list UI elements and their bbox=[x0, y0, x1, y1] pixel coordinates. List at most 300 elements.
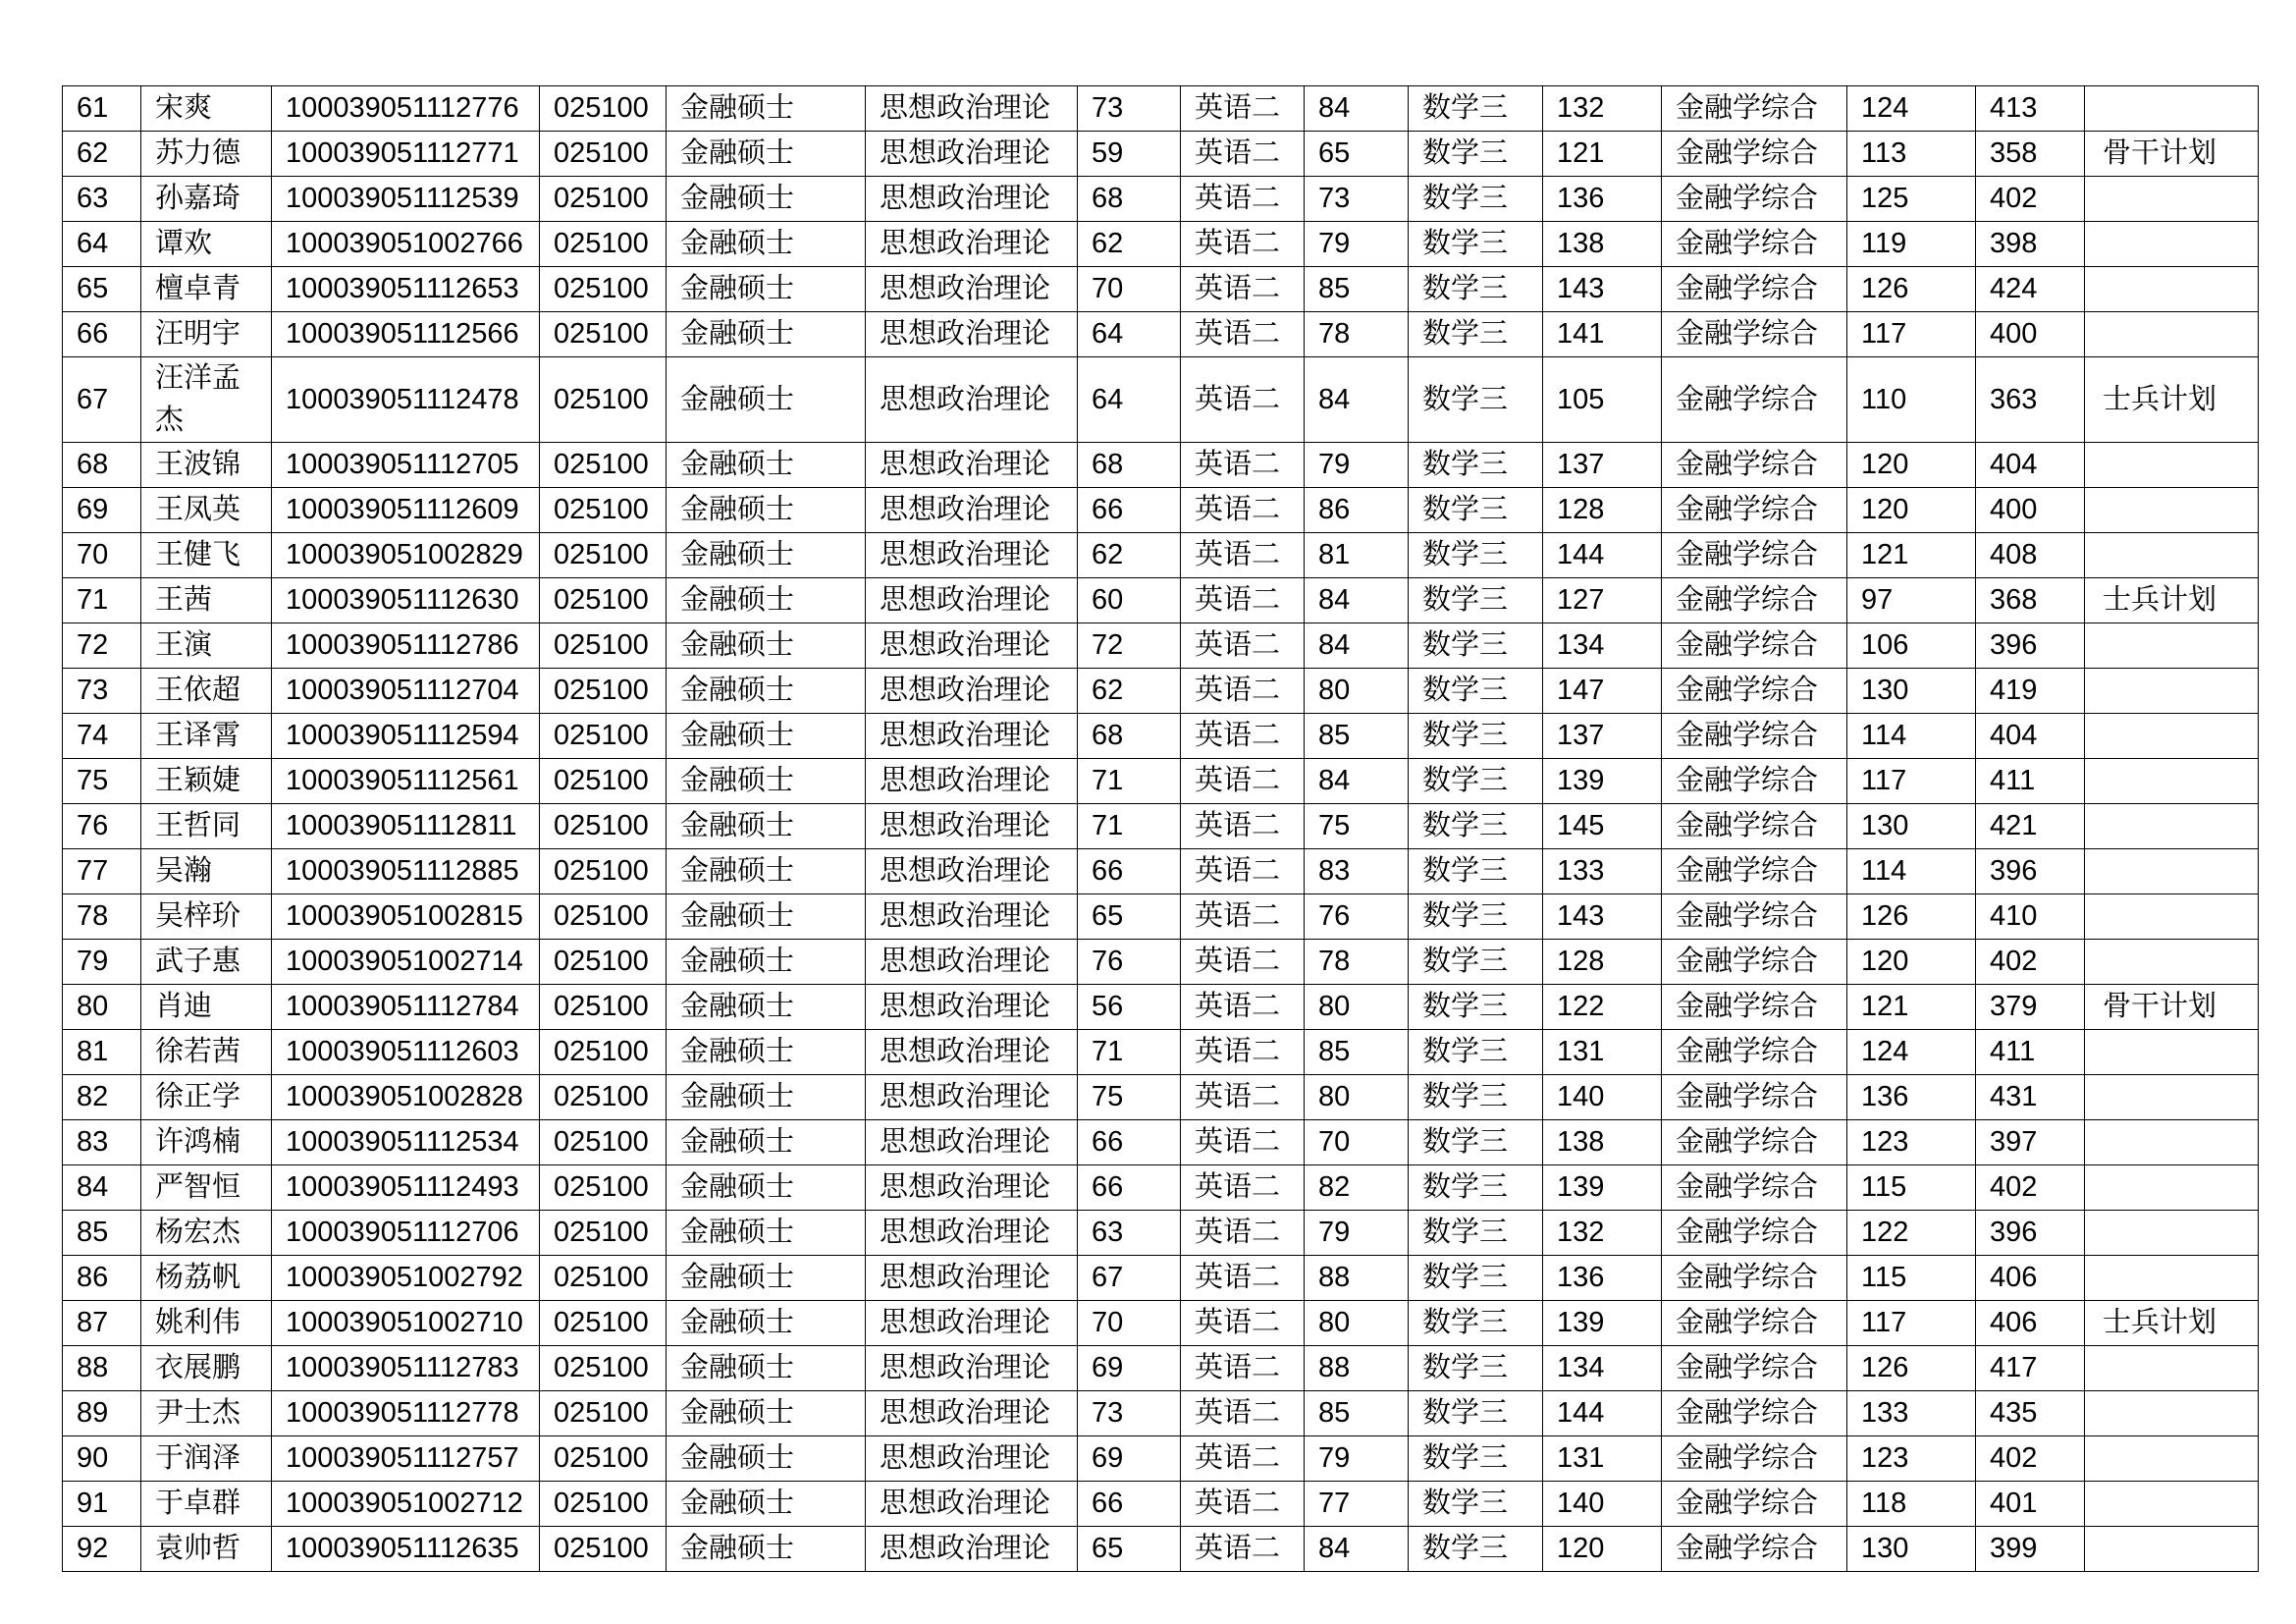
business-course-2-subject-cell: 金融学综合 bbox=[1662, 1211, 1847, 1256]
major-code-cell: 025100 bbox=[540, 357, 667, 443]
business-course-2-score-cell: 97 bbox=[1847, 578, 1976, 623]
politics-score-cell: 65 bbox=[1078, 894, 1181, 940]
politics-subject-cell: 思想政治理论 bbox=[866, 894, 1078, 940]
politics-score-cell: 68 bbox=[1078, 443, 1181, 488]
total-score-cell: 399 bbox=[1976, 1527, 2085, 1572]
exam-id-cell: 100039051112786 bbox=[272, 623, 540, 669]
business-course-2-subject-cell: 金融学综合 bbox=[1662, 985, 1847, 1030]
politics-score-cell: 62 bbox=[1078, 222, 1181, 267]
total-score-cell: 402 bbox=[1976, 177, 2085, 222]
index-cell: 75 bbox=[63, 759, 141, 804]
table-row bbox=[63, 132, 2259, 177]
total-score-cell: 404 bbox=[1976, 714, 2085, 759]
major-name-cell: 金融硕士 bbox=[667, 578, 866, 623]
major-code-cell: 025100 bbox=[540, 1165, 667, 1211]
politics-subject-cell: 思想政治理论 bbox=[866, 1030, 1078, 1075]
foreign-language-score-cell: 70 bbox=[1305, 1120, 1409, 1165]
name-cell: 苏力德 bbox=[141, 132, 272, 177]
major-code-cell: 025100 bbox=[540, 132, 667, 177]
foreign-language-score-cell: 75 bbox=[1305, 804, 1409, 849]
major-name-cell: 金融硕士 bbox=[667, 1256, 866, 1301]
politics-subject-cell: 思想政治理论 bbox=[866, 1211, 1078, 1256]
major-code-cell: 025100 bbox=[540, 804, 667, 849]
business-course-1-subject-cell: 数学三 bbox=[1409, 533, 1543, 578]
business-course-2-score-cell: 123 bbox=[1847, 1120, 1976, 1165]
foreign-language-score-cell: 83 bbox=[1305, 849, 1409, 894]
major-code-cell: 025100 bbox=[540, 1256, 667, 1301]
politics-subject-cell: 思想政治理论 bbox=[866, 177, 1078, 222]
index-cell: 69 bbox=[63, 488, 141, 533]
business-course-2-subject-cell: 金融学综合 bbox=[1662, 1482, 1847, 1527]
business-course-1-score-cell: 136 bbox=[1543, 177, 1662, 222]
politics-score-cell: 64 bbox=[1078, 357, 1181, 443]
major-code-cell: 025100 bbox=[540, 86, 667, 132]
exam-id-cell: 100039051112609 bbox=[272, 488, 540, 533]
politics-subject-cell: 思想政治理论 bbox=[866, 1346, 1078, 1391]
total-score-cell: 358 bbox=[1976, 132, 2085, 177]
note-cell bbox=[2085, 533, 2259, 578]
business-course-1-score-cell: 127 bbox=[1543, 578, 1662, 623]
note-cell bbox=[2085, 804, 2259, 849]
business-course-1-subject-cell: 数学三 bbox=[1409, 357, 1543, 443]
business-course-2-score-cell: 117 bbox=[1847, 1301, 1976, 1346]
note-cell: 骨干计划 bbox=[2085, 985, 2259, 1030]
foreign-language-score-cell: 65 bbox=[1305, 132, 1409, 177]
business-course-2-subject-cell: 金融学综合 bbox=[1662, 1120, 1847, 1165]
business-course-2-score-cell: 114 bbox=[1847, 849, 1976, 894]
table-row bbox=[63, 1256, 2259, 1301]
foreign-language-score-cell: 84 bbox=[1305, 578, 1409, 623]
major-name-cell: 金融硕士 bbox=[667, 804, 866, 849]
exam-id-cell: 100039051002714 bbox=[272, 940, 540, 985]
table-row bbox=[63, 623, 2259, 669]
business-course-1-score-cell: 138 bbox=[1543, 1120, 1662, 1165]
politics-subject-cell: 思想政治理论 bbox=[866, 849, 1078, 894]
name-cell: 尹士杰 bbox=[141, 1391, 272, 1436]
name-cell: 王哲同 bbox=[141, 804, 272, 849]
foreign-language-subject-cell: 英语二 bbox=[1181, 940, 1305, 985]
total-score-cell: 400 bbox=[1976, 312, 2085, 357]
note-cell bbox=[2085, 267, 2259, 312]
major-name-cell: 金融硕士 bbox=[667, 940, 866, 985]
total-score-cell: 406 bbox=[1976, 1301, 2085, 1346]
business-course-2-score-cell: 117 bbox=[1847, 759, 1976, 804]
politics-subject-cell: 思想政治理论 bbox=[866, 804, 1078, 849]
business-course-1-score-cell: 139 bbox=[1543, 1301, 1662, 1346]
foreign-language-subject-cell: 英语二 bbox=[1181, 267, 1305, 312]
exam-id-cell: 100039051112653 bbox=[272, 267, 540, 312]
name-cell: 王颖婕 bbox=[141, 759, 272, 804]
table-row bbox=[63, 267, 2259, 312]
total-score-cell: 397 bbox=[1976, 1120, 2085, 1165]
total-score-cell: 411 bbox=[1976, 1030, 2085, 1075]
politics-subject-cell: 思想政治理论 bbox=[866, 312, 1078, 357]
foreign-language-subject-cell: 英语二 bbox=[1181, 714, 1305, 759]
politics-score-cell: 62 bbox=[1078, 669, 1181, 714]
major-name-cell: 金融硕士 bbox=[667, 1346, 866, 1391]
business-course-1-subject-cell: 数学三 bbox=[1409, 1391, 1543, 1436]
business-course-2-score-cell: 120 bbox=[1847, 488, 1976, 533]
total-score-cell: 396 bbox=[1976, 849, 2085, 894]
index-cell: 82 bbox=[63, 1075, 141, 1120]
foreign-language-subject-cell: 英语二 bbox=[1181, 443, 1305, 488]
foreign-language-score-cell: 79 bbox=[1305, 1211, 1409, 1256]
name-cell: 王波锦 bbox=[141, 443, 272, 488]
business-course-2-subject-cell: 金融学综合 bbox=[1662, 357, 1847, 443]
business-course-2-score-cell: 124 bbox=[1847, 1030, 1976, 1075]
note-cell bbox=[2085, 1211, 2259, 1256]
foreign-language-subject-cell: 英语二 bbox=[1181, 1482, 1305, 1527]
foreign-language-subject-cell: 英语二 bbox=[1181, 759, 1305, 804]
politics-score-cell: 72 bbox=[1078, 623, 1181, 669]
score-table bbox=[62, 85, 2259, 1572]
index-cell: 79 bbox=[63, 940, 141, 985]
foreign-language-subject-cell: 英语二 bbox=[1181, 1165, 1305, 1211]
note-cell bbox=[2085, 940, 2259, 985]
business-course-2-score-cell: 136 bbox=[1847, 1075, 1976, 1120]
business-course-1-subject-cell: 数学三 bbox=[1409, 669, 1543, 714]
politics-score-cell: 64 bbox=[1078, 312, 1181, 357]
major-name-cell: 金融硕士 bbox=[667, 1120, 866, 1165]
politics-score-cell: 66 bbox=[1078, 1120, 1181, 1165]
index-cell: 71 bbox=[63, 578, 141, 623]
business-course-2-subject-cell: 金融学综合 bbox=[1662, 267, 1847, 312]
business-course-1-score-cell: 144 bbox=[1543, 533, 1662, 578]
exam-id-cell: 100039051002710 bbox=[272, 1301, 540, 1346]
politics-score-cell: 71 bbox=[1078, 804, 1181, 849]
table-row bbox=[63, 940, 2259, 985]
table-row bbox=[63, 804, 2259, 849]
politics-subject-cell: 思想政治理论 bbox=[866, 578, 1078, 623]
politics-subject-cell: 思想政治理论 bbox=[866, 1256, 1078, 1301]
business-course-1-score-cell: 134 bbox=[1543, 1346, 1662, 1391]
business-course-1-subject-cell: 数学三 bbox=[1409, 443, 1543, 488]
business-course-1-subject-cell: 数学三 bbox=[1409, 488, 1543, 533]
politics-score-cell: 56 bbox=[1078, 985, 1181, 1030]
total-score-cell: 363 bbox=[1976, 357, 2085, 443]
name-cell: 严智恒 bbox=[141, 1165, 272, 1211]
politics-score-cell: 70 bbox=[1078, 267, 1181, 312]
name-cell: 衣展鹏 bbox=[141, 1346, 272, 1391]
politics-subject-cell: 思想政治理论 bbox=[866, 488, 1078, 533]
foreign-language-subject-cell: 英语二 bbox=[1181, 177, 1305, 222]
table-row bbox=[63, 312, 2259, 357]
business-course-1-score-cell: 132 bbox=[1543, 86, 1662, 132]
foreign-language-subject-cell: 英语二 bbox=[1181, 578, 1305, 623]
major-code-cell: 025100 bbox=[540, 533, 667, 578]
business-course-1-subject-cell: 数学三 bbox=[1409, 1075, 1543, 1120]
business-course-1-subject-cell: 数学三 bbox=[1409, 1346, 1543, 1391]
business-course-2-score-cell: 120 bbox=[1847, 940, 1976, 985]
total-score-cell: 419 bbox=[1976, 669, 2085, 714]
note-cell bbox=[2085, 1482, 2259, 1527]
note-cell: 骨干计划 bbox=[2085, 132, 2259, 177]
business-course-1-score-cell: 137 bbox=[1543, 714, 1662, 759]
major-code-cell: 025100 bbox=[540, 1211, 667, 1256]
table-row bbox=[63, 714, 2259, 759]
business-course-1-subject-cell: 数学三 bbox=[1409, 714, 1543, 759]
major-name-cell: 金融硕士 bbox=[667, 1482, 866, 1527]
business-course-1-score-cell: 133 bbox=[1543, 849, 1662, 894]
index-cell: 81 bbox=[63, 1030, 141, 1075]
exam-id-cell: 100039051112778 bbox=[272, 1391, 540, 1436]
foreign-language-subject-cell: 英语二 bbox=[1181, 623, 1305, 669]
major-name-cell: 金融硕士 bbox=[667, 132, 866, 177]
major-code-cell: 025100 bbox=[540, 578, 667, 623]
major-name-cell: 金融硕士 bbox=[667, 849, 866, 894]
foreign-language-score-cell: 85 bbox=[1305, 1030, 1409, 1075]
index-cell: 88 bbox=[63, 1346, 141, 1391]
major-code-cell: 025100 bbox=[540, 222, 667, 267]
business-course-2-score-cell: 115 bbox=[1847, 1256, 1976, 1301]
note-cell bbox=[2085, 312, 2259, 357]
business-course-2-subject-cell: 金融学综合 bbox=[1662, 488, 1847, 533]
business-course-1-score-cell: 140 bbox=[1543, 1075, 1662, 1120]
politics-subject-cell: 思想政治理论 bbox=[866, 759, 1078, 804]
politics-score-cell: 69 bbox=[1078, 1436, 1181, 1482]
politics-score-cell: 60 bbox=[1078, 578, 1181, 623]
major-code-cell: 025100 bbox=[540, 1391, 667, 1436]
name-cell: 孙嘉琦 bbox=[141, 177, 272, 222]
foreign-language-subject-cell: 英语二 bbox=[1181, 1391, 1305, 1436]
business-course-2-subject-cell: 金融学综合 bbox=[1662, 1346, 1847, 1391]
politics-subject-cell: 思想政治理论 bbox=[866, 623, 1078, 669]
total-score-cell: 406 bbox=[1976, 1256, 2085, 1301]
business-course-1-score-cell: 143 bbox=[1543, 267, 1662, 312]
business-course-1-subject-cell: 数学三 bbox=[1409, 804, 1543, 849]
exam-id-cell: 100039051112776 bbox=[272, 86, 540, 132]
name-cell: 王凤英 bbox=[141, 488, 272, 533]
major-code-cell: 025100 bbox=[540, 267, 667, 312]
index-cell: 64 bbox=[63, 222, 141, 267]
table-row bbox=[63, 1030, 2259, 1075]
foreign-language-subject-cell: 英语二 bbox=[1181, 533, 1305, 578]
business-course-2-subject-cell: 金融学综合 bbox=[1662, 1165, 1847, 1211]
foreign-language-subject-cell: 英语二 bbox=[1181, 1120, 1305, 1165]
business-course-2-score-cell: 121 bbox=[1847, 985, 1976, 1030]
table-row bbox=[63, 1075, 2259, 1120]
note-cell bbox=[2085, 669, 2259, 714]
index-cell: 61 bbox=[63, 86, 141, 132]
foreign-language-subject-cell: 英语二 bbox=[1181, 1211, 1305, 1256]
major-name-cell: 金融硕士 bbox=[667, 1030, 866, 1075]
major-code-cell: 025100 bbox=[540, 849, 667, 894]
note-cell: 士兵计划 bbox=[2085, 1301, 2259, 1346]
politics-score-cell: 63 bbox=[1078, 1211, 1181, 1256]
foreign-language-subject-cell: 英语二 bbox=[1181, 357, 1305, 443]
foreign-language-subject-cell: 英语二 bbox=[1181, 849, 1305, 894]
politics-subject-cell: 思想政治理论 bbox=[866, 669, 1078, 714]
foreign-language-score-cell: 84 bbox=[1305, 1527, 1409, 1572]
note-cell: 士兵计划 bbox=[2085, 578, 2259, 623]
politics-subject-cell: 思想政治理论 bbox=[866, 222, 1078, 267]
politics-score-cell: 66 bbox=[1078, 1482, 1181, 1527]
exam-id-cell: 100039051002829 bbox=[272, 533, 540, 578]
politics-subject-cell: 思想政治理论 bbox=[866, 1527, 1078, 1572]
foreign-language-score-cell: 84 bbox=[1305, 759, 1409, 804]
name-cell: 王依超 bbox=[141, 669, 272, 714]
note-cell bbox=[2085, 443, 2259, 488]
name-cell: 杨荔帆 bbox=[141, 1256, 272, 1301]
table-row bbox=[63, 488, 2259, 533]
business-course-1-score-cell: 144 bbox=[1543, 1391, 1662, 1436]
business-course-1-score-cell: 128 bbox=[1543, 940, 1662, 985]
major-code-cell: 025100 bbox=[540, 1527, 667, 1572]
business-course-1-score-cell: 139 bbox=[1543, 759, 1662, 804]
exam-id-cell: 100039051112771 bbox=[272, 132, 540, 177]
business-course-2-score-cell: 106 bbox=[1847, 623, 1976, 669]
politics-subject-cell: 思想政治理论 bbox=[866, 357, 1078, 443]
business-course-2-subject-cell: 金融学综合 bbox=[1662, 1527, 1847, 1572]
business-course-2-score-cell: 126 bbox=[1847, 1346, 1976, 1391]
total-score-cell: 435 bbox=[1976, 1391, 2085, 1436]
foreign-language-subject-cell: 英语二 bbox=[1181, 669, 1305, 714]
business-course-1-score-cell: 134 bbox=[1543, 623, 1662, 669]
business-course-1-subject-cell: 数学三 bbox=[1409, 894, 1543, 940]
politics-subject-cell: 思想政治理论 bbox=[866, 1075, 1078, 1120]
table-row bbox=[63, 86, 2259, 132]
exam-id-cell: 100039051112635 bbox=[272, 1527, 540, 1572]
index-cell: 85 bbox=[63, 1211, 141, 1256]
business-course-2-subject-cell: 金融学综合 bbox=[1662, 759, 1847, 804]
table-row bbox=[63, 985, 2259, 1030]
politics-subject-cell: 思想政治理论 bbox=[866, 940, 1078, 985]
note-cell bbox=[2085, 1391, 2259, 1436]
exam-id-cell: 100039051002792 bbox=[272, 1256, 540, 1301]
index-cell: 68 bbox=[63, 443, 141, 488]
foreign-language-subject-cell: 英语二 bbox=[1181, 1527, 1305, 1572]
note-cell bbox=[2085, 222, 2259, 267]
note-cell bbox=[2085, 1030, 2259, 1075]
exam-id-cell: 100039051112704 bbox=[272, 669, 540, 714]
business-course-1-score-cell: 120 bbox=[1543, 1527, 1662, 1572]
major-code-cell: 025100 bbox=[540, 714, 667, 759]
foreign-language-score-cell: 80 bbox=[1305, 1075, 1409, 1120]
name-cell: 武子惠 bbox=[141, 940, 272, 985]
business-course-1-score-cell: 145 bbox=[1543, 804, 1662, 849]
name-cell: 吴梓玠 bbox=[141, 894, 272, 940]
note-cell bbox=[2085, 1346, 2259, 1391]
foreign-language-subject-cell: 英语二 bbox=[1181, 312, 1305, 357]
total-score-cell: 396 bbox=[1976, 1211, 2085, 1256]
business-course-1-subject-cell: 数学三 bbox=[1409, 623, 1543, 669]
business-course-1-subject-cell: 数学三 bbox=[1409, 267, 1543, 312]
total-score-cell: 417 bbox=[1976, 1346, 2085, 1391]
index-cell: 73 bbox=[63, 669, 141, 714]
business-course-2-subject-cell: 金融学综合 bbox=[1662, 312, 1847, 357]
total-score-cell: 398 bbox=[1976, 222, 2085, 267]
politics-score-cell: 65 bbox=[1078, 1527, 1181, 1572]
business-course-2-score-cell: 115 bbox=[1847, 1165, 1976, 1211]
business-course-2-subject-cell: 金融学综合 bbox=[1662, 443, 1847, 488]
politics-subject-cell: 思想政治理论 bbox=[866, 533, 1078, 578]
politics-subject-cell: 思想政治理论 bbox=[866, 714, 1078, 759]
major-name-cell: 金融硕士 bbox=[667, 1391, 866, 1436]
politics-score-cell: 69 bbox=[1078, 1346, 1181, 1391]
note-cell bbox=[2085, 1075, 2259, 1120]
note-cell bbox=[2085, 177, 2259, 222]
total-score-cell: 400 bbox=[1976, 488, 2085, 533]
politics-score-cell: 66 bbox=[1078, 488, 1181, 533]
index-cell: 89 bbox=[63, 1391, 141, 1436]
business-course-1-score-cell: 128 bbox=[1543, 488, 1662, 533]
name-cell: 王译霄 bbox=[141, 714, 272, 759]
politics-score-cell: 66 bbox=[1078, 849, 1181, 894]
foreign-language-score-cell: 76 bbox=[1305, 894, 1409, 940]
index-cell: 76 bbox=[63, 804, 141, 849]
major-name-cell: 金融硕士 bbox=[667, 714, 866, 759]
business-course-1-subject-cell: 数学三 bbox=[1409, 1436, 1543, 1482]
table-row bbox=[63, 533, 2259, 578]
business-course-1-score-cell: 137 bbox=[1543, 443, 1662, 488]
name-cell: 王演 bbox=[141, 623, 272, 669]
business-course-1-subject-cell: 数学三 bbox=[1409, 1030, 1543, 1075]
major-code-cell: 025100 bbox=[540, 443, 667, 488]
index-cell: 65 bbox=[63, 267, 141, 312]
exam-id-cell: 100039051112603 bbox=[272, 1030, 540, 1075]
major-name-cell: 金融硕士 bbox=[667, 1211, 866, 1256]
table-row bbox=[63, 443, 2259, 488]
business-course-1-score-cell: 138 bbox=[1543, 222, 1662, 267]
major-name-cell: 金融硕士 bbox=[667, 894, 866, 940]
major-name-cell: 金融硕士 bbox=[667, 669, 866, 714]
politics-subject-cell: 思想政治理论 bbox=[866, 443, 1078, 488]
business-course-1-subject-cell: 数学三 bbox=[1409, 849, 1543, 894]
exam-id-cell: 100039051002815 bbox=[272, 894, 540, 940]
business-course-2-subject-cell: 金融学综合 bbox=[1662, 849, 1847, 894]
major-code-cell: 025100 bbox=[540, 1301, 667, 1346]
table-row bbox=[63, 1165, 2259, 1211]
major-name-cell: 金融硕士 bbox=[667, 1527, 866, 1572]
foreign-language-subject-cell: 英语二 bbox=[1181, 1075, 1305, 1120]
major-name-cell: 金融硕士 bbox=[667, 623, 866, 669]
total-score-cell: 404 bbox=[1976, 443, 2085, 488]
exam-id-cell: 100039051112811 bbox=[272, 804, 540, 849]
note-cell: 士兵计划 bbox=[2085, 357, 2259, 443]
total-score-cell: 410 bbox=[1976, 894, 2085, 940]
exam-id-cell: 100039051112757 bbox=[272, 1436, 540, 1482]
index-cell: 90 bbox=[63, 1436, 141, 1482]
exam-id-cell: 100039051112630 bbox=[272, 578, 540, 623]
politics-score-cell: 66 bbox=[1078, 1165, 1181, 1211]
business-course-2-score-cell: 118 bbox=[1847, 1482, 1976, 1527]
major-name-cell: 金融硕士 bbox=[667, 533, 866, 578]
business-course-1-score-cell: 131 bbox=[1543, 1030, 1662, 1075]
business-course-1-subject-cell: 数学三 bbox=[1409, 1211, 1543, 1256]
major-name-cell: 金融硕士 bbox=[667, 759, 866, 804]
business-course-1-subject-cell: 数学三 bbox=[1409, 132, 1543, 177]
business-course-2-subject-cell: 金融学综合 bbox=[1662, 1391, 1847, 1436]
index-cell: 83 bbox=[63, 1120, 141, 1165]
table-row bbox=[63, 578, 2259, 623]
name-cell: 杨宏杰 bbox=[141, 1211, 272, 1256]
index-cell: 63 bbox=[63, 177, 141, 222]
foreign-language-subject-cell: 英语二 bbox=[1181, 804, 1305, 849]
exam-id-cell: 100039051112784 bbox=[272, 985, 540, 1030]
table-row bbox=[63, 759, 2259, 804]
table-row bbox=[63, 357, 2259, 443]
major-code-cell: 025100 bbox=[540, 1075, 667, 1120]
foreign-language-score-cell: 82 bbox=[1305, 1165, 1409, 1211]
total-score-cell: 402 bbox=[1976, 1165, 2085, 1211]
total-score-cell: 401 bbox=[1976, 1482, 2085, 1527]
business-course-1-subject-cell: 数学三 bbox=[1409, 1256, 1543, 1301]
business-course-2-score-cell: 123 bbox=[1847, 1436, 1976, 1482]
table-row bbox=[63, 1301, 2259, 1346]
index-cell: 67 bbox=[63, 357, 141, 443]
major-code-cell: 025100 bbox=[540, 488, 667, 533]
major-name-cell: 金融硕士 bbox=[667, 488, 866, 533]
